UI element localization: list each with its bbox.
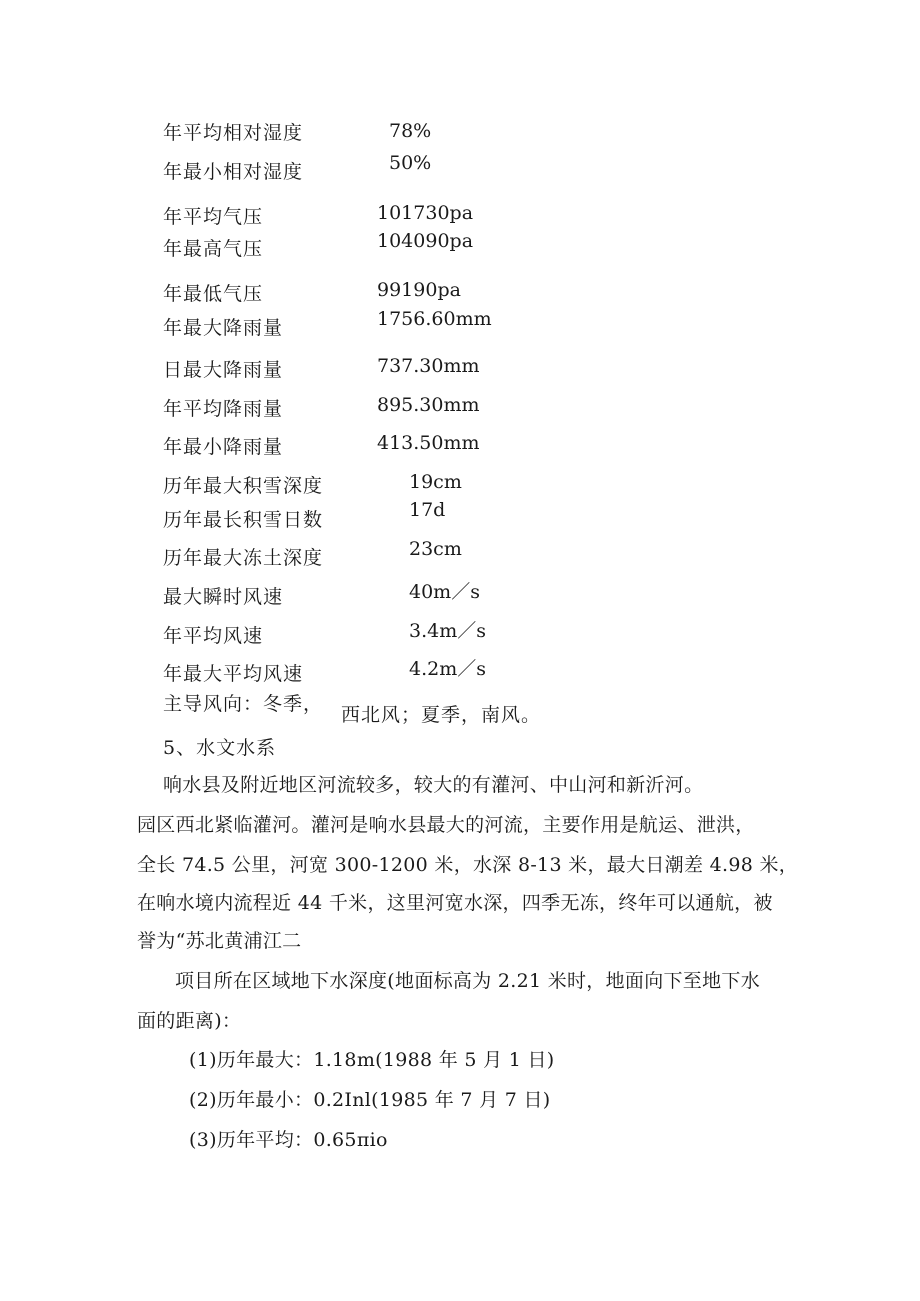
climate-label: 年最大降雨量 (163, 317, 284, 339)
rivers-paragraph-line: 园区西北紧临灌河。灌河是响水县最大的河流，主要作用是航运、泄洪， (137, 814, 755, 836)
climate-value: 17d (409, 499, 446, 521)
climate-value: 413.50mm (377, 432, 480, 454)
rivers-paragraph-line: 响水县及附近地区河流较多，较大的有灌河、中山河和新沂河。 (163, 774, 704, 796)
climate-label: 历年最大冻土深度 (163, 547, 324, 569)
climate-label: 年最大平均风速 (163, 663, 304, 685)
rivers-paragraph-line: 在响水境内流程近 44 千米，这里河宽水深，四季无冻，终年可以通航，被 (137, 892, 773, 914)
climate-label: 历年最大积雪深度 (163, 475, 324, 497)
climate-label: 年最小降雨量 (163, 436, 284, 458)
climate-value: 4.2m／s (409, 658, 486, 680)
climate-value: 895.30mm (377, 394, 480, 416)
climate-value: 3.4m／s (409, 620, 486, 642)
climate-label: 年平均风速 (163, 625, 264, 647)
groundwater-list-item: (3)历年平均：0.65πio (189, 1129, 388, 1151)
groundwater-paragraph-line: 面的距离)： (137, 1010, 242, 1032)
wind-direction-label: 主导风向：冬季， (163, 693, 324, 715)
climate-label: 历年最长积雪日数 (163, 509, 324, 531)
groundwater-list-item: (1)历年最大：1.18m(1988 年 5 月 1 日) (189, 1049, 555, 1071)
climate-label: 年最低气压 (163, 283, 264, 305)
climate-value: 50% (389, 152, 432, 174)
climate-label: 年平均气压 (163, 206, 264, 228)
climate-label: 年平均降雨量 (163, 398, 284, 420)
groundwater-list-item: (2)历年最小：0.2Inl(1985 年 7 月 7 日) (189, 1089, 551, 1111)
climate-value: 19cm (409, 471, 462, 493)
climate-label: 年最小相对湿度 (163, 161, 304, 183)
climate-label: 年最高气压 (163, 238, 264, 260)
climate-value: 737.30mm (377, 355, 480, 377)
groundwater-paragraph-line: 项目所在区域地下水深度(地面标高为 2.21 米时，地面向下至地下水 (175, 970, 760, 992)
climate-label: 日最大降雨量 (163, 359, 284, 381)
climate-value: 40m／s (409, 581, 480, 603)
climate-value: 1756.60mm (377, 308, 492, 330)
climate-value: 23cm (409, 538, 462, 560)
climate-value: 99190pa (377, 279, 461, 301)
section-heading: 5、水文水系 (163, 737, 277, 759)
rivers-paragraph-line: 誉为“苏北黄浦江二 (137, 930, 302, 952)
climate-label: 年平均相对湿度 (163, 122, 304, 144)
climate-value: 101730pa (377, 202, 474, 224)
wind-direction-value: 西北风；夏季，南风。 (341, 704, 542, 726)
climate-value: 78% (389, 120, 432, 142)
climate-value: 104090pa (377, 230, 474, 252)
rivers-paragraph-line: 全长 74.5 公里，河宽 300-1200 米，水深 8-13 米，最大日潮差 4.98 米， (137, 854, 799, 876)
climate-label: 最大瞬时风速 (163, 586, 284, 608)
